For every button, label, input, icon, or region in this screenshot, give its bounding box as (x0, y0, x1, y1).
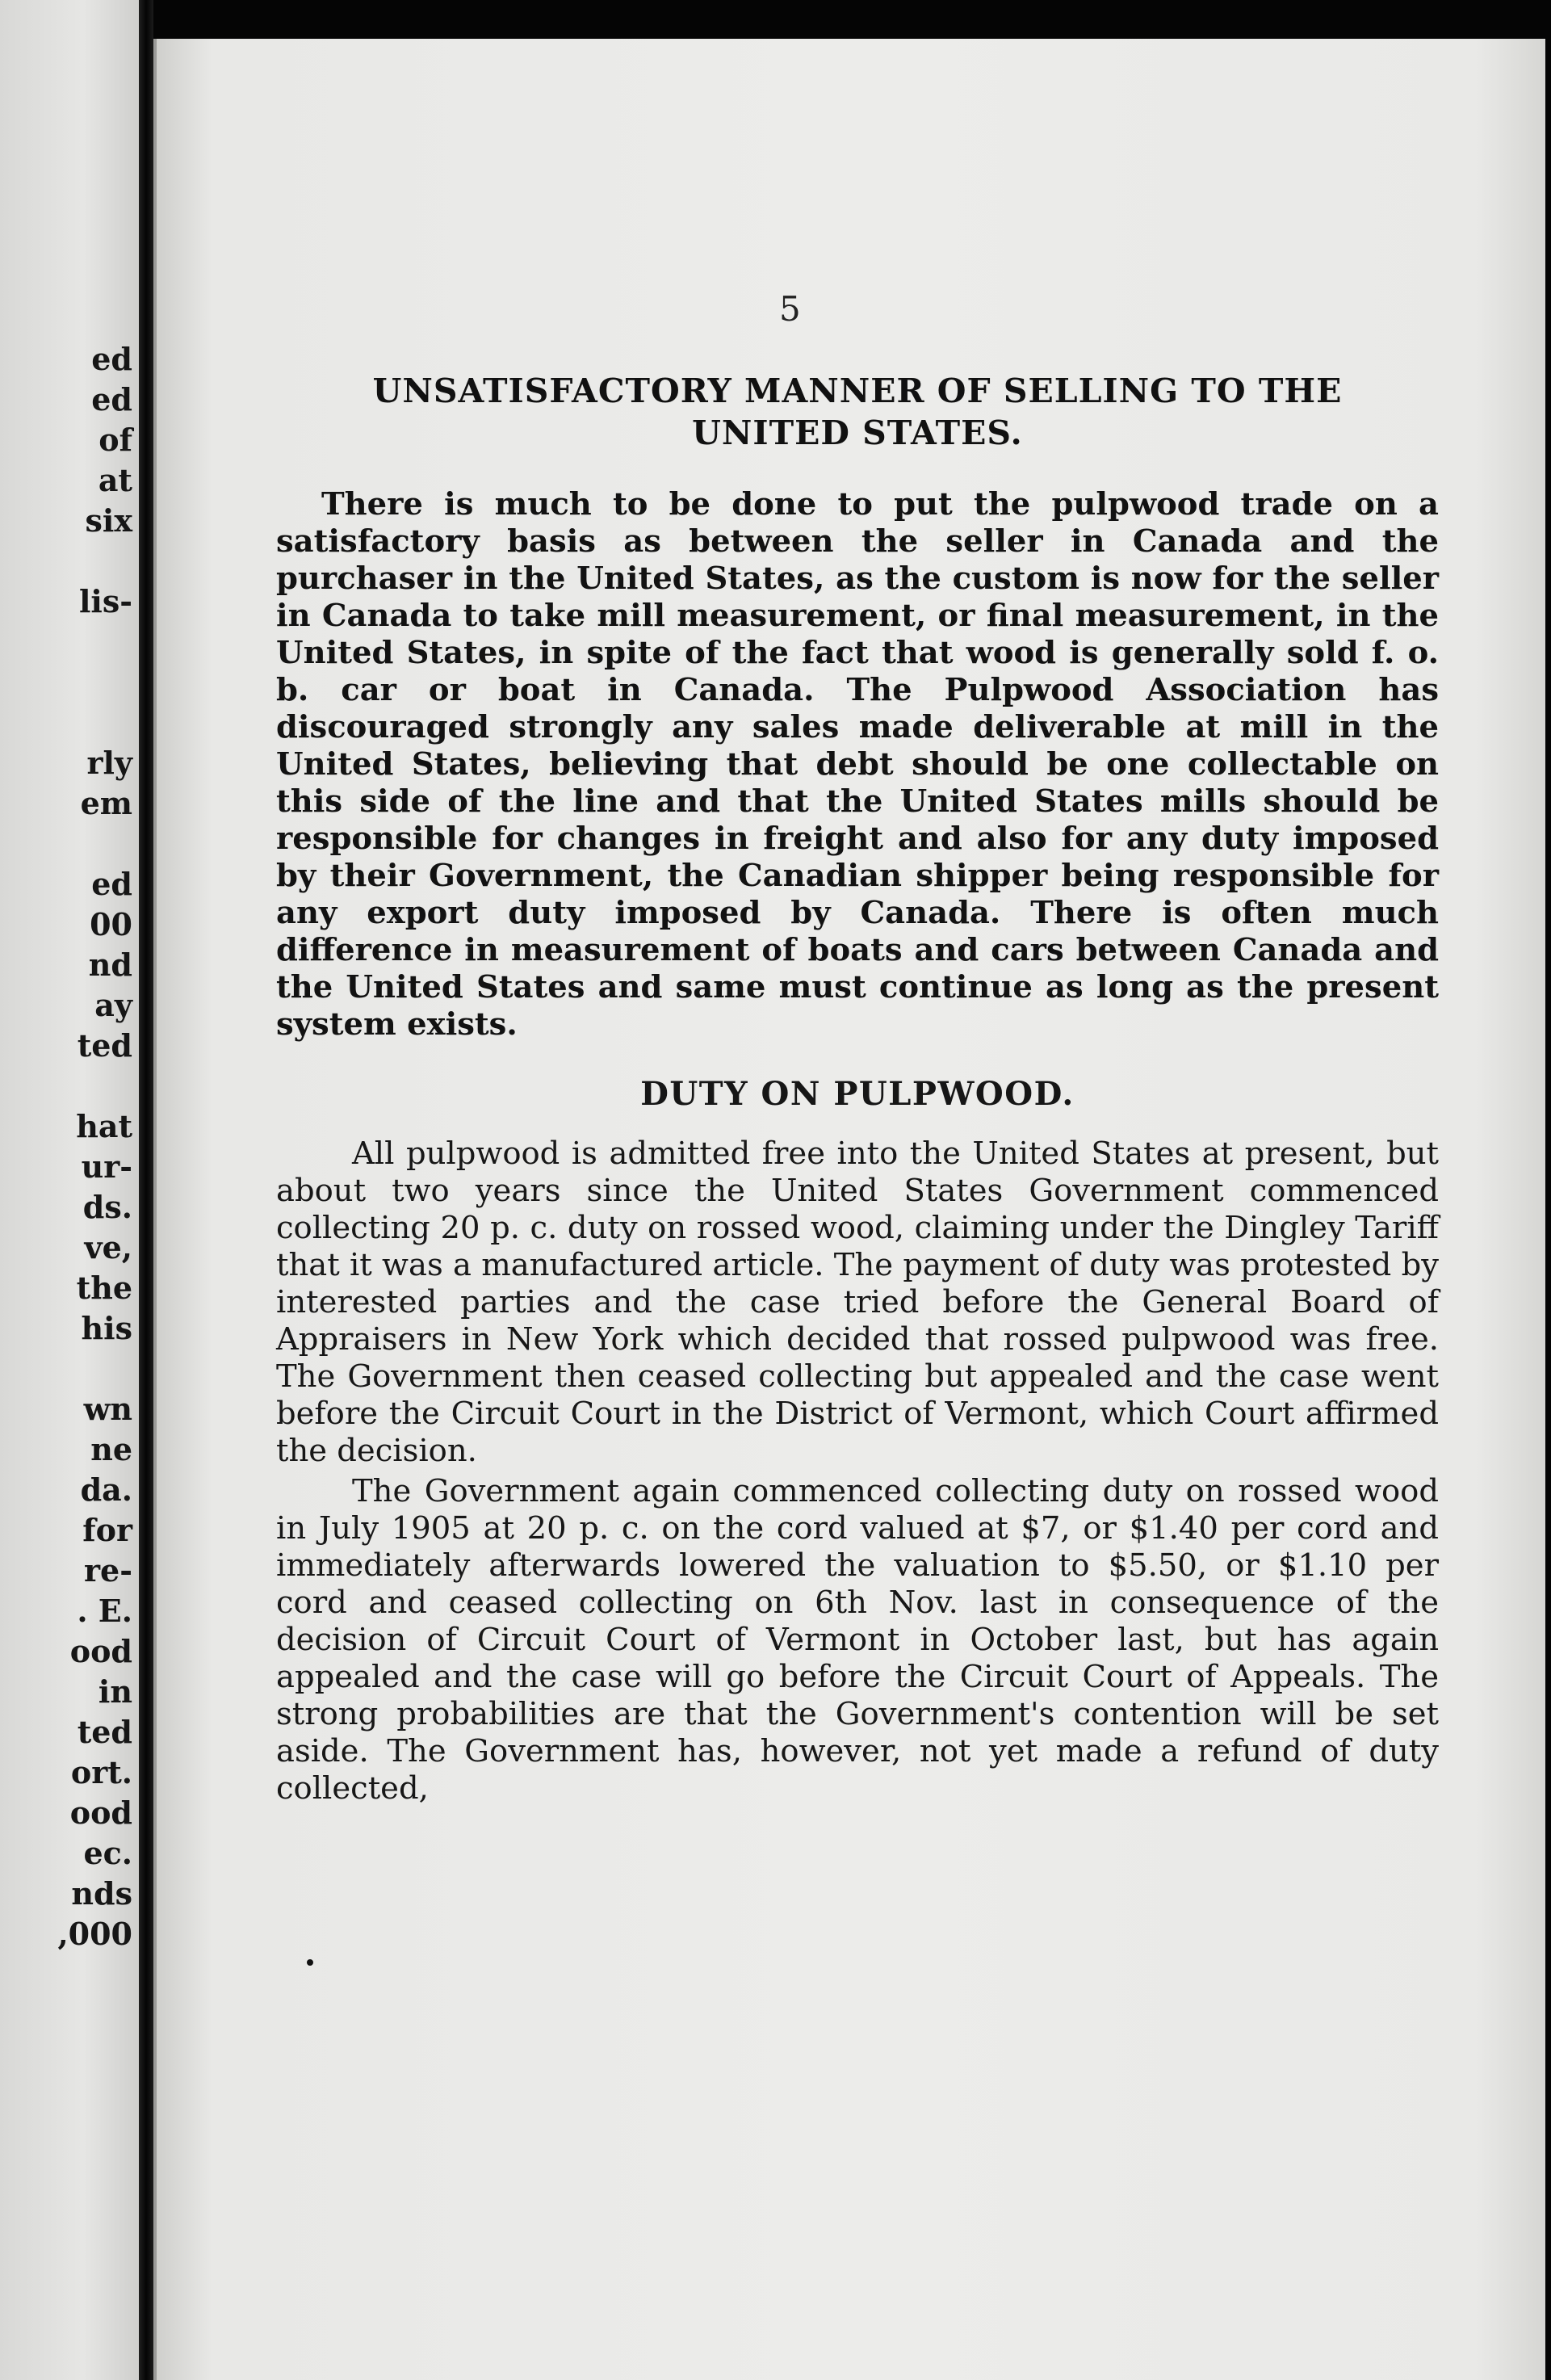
paragraph-duty-1: All pulpwood is admitted free into the United States at present, but about two years since the United States Government commenced collecting 20 p. c. duty on rossed wood, claiming under the Dingley Tariff that it was a manufactured article. The payment of duty was protested by interested parties and the case tried before the General Board of Appraisers in New York which decided that rossed pulpwood was free. The Government then ceased collecting but appealed and the case went before the Circuit Court in the District of Vermont, which Court affirmed the decision. (276, 1135, 1439, 1469)
margin-dot (307, 1959, 313, 1966)
main-page (153, 39, 1545, 2380)
adjacent-page-fragment: six (85, 502, 132, 539)
text-column (276, 370, 1439, 1807)
adjacent-page-fragment: hat (76, 1108, 132, 1144)
adjacent-page-fragment: ,000 (57, 1916, 132, 1952)
paragraph-selling: There is much to be done to put the pulpwood trade on a satisfactory basis as between the seller in Canada and the purchaser in the United States, as the custom is now for the seller in Canada to take mill measurement, or final measurement, in the United States, in spite of the fact that wood is generally sold f. o. b. car or boat in Canada. The Pulpwood Association has discouraged strongly any sales made deliverable at mill in the United States, believing that debt should be one collectable on this side of the line and that the United States mills should be responsible for changes in freight and also for any duty imposed by their Government, the Canadian shipper being responsible for any export duty imposed by Canada. There is often much difference in measurement of boats and cars between Canada and the United States and same must continue as long as the present system exists. (276, 486, 1439, 1043)
section-heading-duty: DUTY ON PULPWOOD. (640, 1075, 1075, 1113)
page-number: 5 (779, 289, 801, 329)
adjacent-page-fragment: ay (94, 987, 132, 1023)
adjacent-page-text (57, 339, 132, 1954)
adjacent-page-fragment: lis- (78, 583, 132, 619)
adjacent-page-fragment (57, 622, 132, 662)
section-heading-line-1: UNSATISFACTORY MANNER OF SELLING TO THE (372, 371, 1343, 410)
adjacent-page-fragment (57, 824, 132, 864)
adjacent-page-fragment (57, 1349, 132, 1389)
adjacent-page-fragment: ur- (81, 1148, 132, 1185)
adjacent-page-fragment (57, 541, 132, 581)
adjacent-page-fragment: the (76, 1270, 132, 1306)
adjacent-page-fragment: at (98, 462, 132, 498)
adjacent-page-fragment: ne (90, 1431, 132, 1467)
adjacent-page-fragment: ve, (84, 1229, 132, 1266)
adjacent-page-fragment: ted (77, 1027, 132, 1064)
adjacent-page-fragment: ort. (70, 1754, 132, 1790)
adjacent-page-fragment: in (98, 1673, 132, 1710)
adjacent-page-fragment: ood (69, 1633, 132, 1669)
adjacent-page (0, 0, 139, 2380)
adjacent-page-fragment (57, 703, 132, 743)
adjacent-page-fragment: em (80, 785, 132, 821)
adjacent-page-fragment (57, 1066, 132, 1106)
paragraph-duty-2: The Government again commenced collecting duty on rossed wood in July 1905 at 20 p. c. on the cord valued at $7, or $1.40 per cord and immediately afterwards lowered the valuation to $5.50, or $1.10 per cord and ceased collecting on 6th Nov. last in consequence of the decision of Circuit Court of Vermont in October last, but has again appealed and the case will go before the Circuit Court of Appeals. The strong probabilities are that the Government's contention will be set aside. The Government has, however, not yet made a refund of duty collected, (276, 1473, 1439, 1807)
adjacent-page-fragment: ds. (82, 1189, 132, 1225)
section-heading-line-2: UNITED STATES. (692, 413, 1023, 452)
adjacent-page-fragment: ed (91, 341, 132, 377)
book-gutter (139, 0, 153, 2380)
adjacent-page-fragment: ed (91, 381, 132, 418)
adjacent-page-fragment: ed (91, 866, 132, 902)
adjacent-page-fragment: for (82, 1512, 132, 1548)
adjacent-page-fragment: da. (80, 1471, 132, 1508)
adjacent-page-fragment: his (81, 1310, 132, 1346)
adjacent-page-fragment: rly (86, 745, 132, 781)
adjacent-page-fragment: ted (77, 1714, 132, 1750)
adjacent-page-fragment: . E. (77, 1593, 132, 1629)
adjacent-page-fragment: ec. (83, 1835, 132, 1871)
adjacent-page-fragment: nds (71, 1875, 132, 1912)
adjacent-page-fragment (57, 662, 132, 703)
adjacent-page-fragment: of (99, 422, 132, 458)
adjacent-page-fragment: nd (88, 947, 132, 983)
adjacent-page-fragment: wn (83, 1391, 132, 1427)
adjacent-page-fragment: re- (84, 1552, 132, 1589)
adjacent-page-fragment: 00 (90, 906, 132, 942)
section-heading-selling (276, 370, 1439, 454)
adjacent-page-fragment: ood (69, 1794, 132, 1831)
